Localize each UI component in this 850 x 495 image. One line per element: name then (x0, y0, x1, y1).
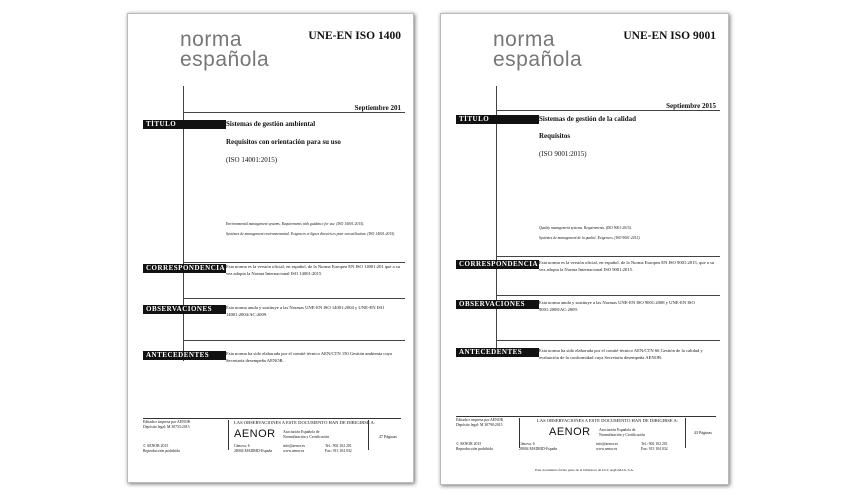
section-label-titulo: TÍTULO (456, 115, 539, 124)
section-rule (183, 340, 405, 341)
standard-number: UNE-EN ISO 1400 (308, 30, 401, 42)
footer-editada: Editada e impresa por AENOR (456, 418, 504, 422)
document-page-iso-14001 (127, 13, 414, 483)
footer-address (234, 444, 272, 454)
section-rule (496, 340, 720, 341)
footer-tel: Tel.: 902 102 201 (641, 442, 668, 446)
footer-observaciones-heading: LAS OBSERVACIONES A ESTE DOCUMENTO HAN DE DIRIGIRSE A: (234, 420, 376, 425)
observaciones-text: Esta norma anula y sustituye a las Normas UNE-EN ISO 14001:2004 y UNE-EN ISO 14001:2004/AC:2009. (226, 305, 385, 317)
footer-email: info@aenor.es (283, 444, 305, 448)
norma-espanola-logo (180, 30, 269, 70)
title-english: Quality management systems. Requirements. (ISO 9001:2015). (539, 226, 632, 230)
footer-deposito: Depósito legal: M 30790:2015 (456, 423, 503, 427)
footer-copyright: © AENOR 2015 (456, 442, 482, 446)
section-rule (496, 295, 720, 296)
footer-fax: Fax: 913 104 032 (325, 449, 352, 453)
section-label-observaciones: OBSERVACIONES (456, 300, 539, 309)
logo-line-1: norma (493, 28, 556, 51)
footer-rule (143, 418, 401, 419)
section-label-correspondencia: CORRESPONDENCIA (456, 260, 539, 269)
aenor-subtitle-1: Asociación Española de (283, 430, 320, 434)
aenor-logo: AENOR (234, 428, 276, 440)
aenor-logo: AENOR (549, 426, 591, 438)
antecedentes-text: Esta norma ha sido elaborada por el comité técnico AEN/CTN 66 Gestión de la calidad y evaluación de la conformidad cuya Secretaría desempeña AENOR. (539, 348, 703, 360)
aenor-subtitle-2: Normalización y Certificación (283, 434, 330, 439)
vertical-rule (496, 86, 497, 356)
norma-espanola-logo (493, 30, 582, 70)
correspondencia-text: Esta norma es la versión oficial, en español, de la Norma Europea EN ISO 9001:2015, que a su vez adopta la Norma Internacional ISO 9001:2015. (539, 260, 715, 272)
publication-date: Septiembre 201 (354, 104, 401, 112)
section-rule (183, 298, 405, 299)
footer-contact (283, 444, 305, 454)
title-code: (ISO 14001:2015) (226, 156, 278, 164)
section-label-correspondencia: CORRESPONDENCIA (143, 264, 226, 273)
footer-copyright-info (456, 442, 493, 452)
section-rule (496, 256, 720, 257)
section-label-antecedentes: ANTECEDENTES (456, 348, 539, 357)
address-line-1: Génova, 6 (519, 442, 535, 446)
section-label-observaciones: OBSERVACIONES (143, 305, 226, 314)
logo-line-2: española (180, 48, 270, 71)
title-sub: Requisitos (539, 132, 571, 140)
footer-fax: Fax: 913 104 032 (641, 447, 668, 451)
footer-reproduccion: Reproducción prohibida (143, 449, 180, 453)
observaciones-text: Esta norma anula y sustituye a las Normas UNE-EN ISO 9001:2008 y UNE-EN ISO 9001:2008/AC:2009. (539, 300, 695, 312)
footer-deposito: Depósito legal: M 30753:2015 (143, 425, 190, 429)
title-main: Sistemas de gestión ambiental (226, 120, 316, 128)
footer-observaciones-heading: LAS OBSERVACIONES A ESTE DOCUMENTO HAN DE DIRIGIRSE A: (537, 418, 679, 423)
address-line-1: Génova, 6 (234, 444, 250, 448)
logo-line-2: española (493, 48, 583, 71)
aenor-subtitle-1: Asociación Española de (599, 428, 636, 432)
header-rule (183, 112, 405, 113)
aenor-subtitle (283, 430, 329, 439)
library-note: Este documento forma parte de la biblioteca de UCC AQUALIA, S.A. (535, 468, 634, 472)
publication-date: Septiembre 2015 (666, 102, 716, 110)
footer-separator (228, 420, 229, 450)
footer-address (519, 442, 557, 452)
footer-contact (596, 442, 618, 452)
title-sub: Requisitos con orientación para su uso (226, 138, 341, 146)
footer-editada: Editada e impresa por AENOR (143, 420, 191, 424)
footer-web: www.aenor.es (596, 447, 618, 451)
footer-web: www.aenor.es (283, 449, 305, 453)
footer-copyright: © AENOR 2015 (143, 444, 169, 448)
footer-reproduccion: Reproducción prohibida (456, 447, 493, 451)
section-rule (183, 262, 405, 263)
aenor-subtitle-2: Normalización y Certificación (599, 432, 646, 437)
section-label-titulo: TÍTULO (143, 120, 226, 129)
header-rule (496, 110, 720, 111)
title-french: Systèmes de management de la qualité. Exigences. (ISO 9001:2015). (539, 236, 641, 240)
address-line-2: 28004 MADRID-España (234, 449, 273, 453)
footer-edition-info (143, 420, 190, 430)
footer-email: info@aenor.es (596, 442, 618, 446)
footer-edition-info (456, 418, 503, 428)
footer-rule (456, 416, 716, 417)
title-code: (ISO 9001:2015) (539, 150, 587, 158)
aenor-subtitle (599, 428, 645, 437)
title-french: Systèmes de management environnemental. Exigences et lignes directrices pour son utilisation. (ISO 14001:2015). (226, 232, 396, 236)
correspondencia-text: Esta norma es la versión oficial, en español, de la Norma Europea EN ISO 14001:201 que a su vez adopta la Norma Internacional ISO 14001:2015. (226, 264, 400, 276)
title-english: Environmental management systems. Requirements with guidance for use. (ISO 14001:2015). (226, 222, 365, 226)
footer-phone (641, 442, 668, 452)
footer-separator (685, 418, 686, 448)
document-page-iso-9001 (440, 13, 729, 485)
page-count: 43 Páginas (693, 430, 712, 435)
footer-copyright-info (143, 444, 180, 454)
antecedentes-text: Esta norma ha sido elaborada por el comité técnico AEN/CTN 150 Gestión ambienta cuya Secretaría desempeña AENOR. (226, 351, 392, 363)
section-label-antecedentes: ANTECEDENTES (143, 351, 226, 360)
standard-number: UNE-EN ISO 9001 (623, 30, 716, 42)
address-line-2: 28004 MADRID-España (519, 447, 558, 451)
footer-phone (325, 444, 352, 454)
page-count: 47 Páginas (378, 434, 397, 439)
footer-tel: Tel.: 902 102 201 (325, 444, 352, 448)
footer-separator (368, 420, 369, 450)
title-main: Sistemas de gestión de la calidad (539, 115, 637, 123)
logo-line-1: norma (180, 28, 243, 51)
